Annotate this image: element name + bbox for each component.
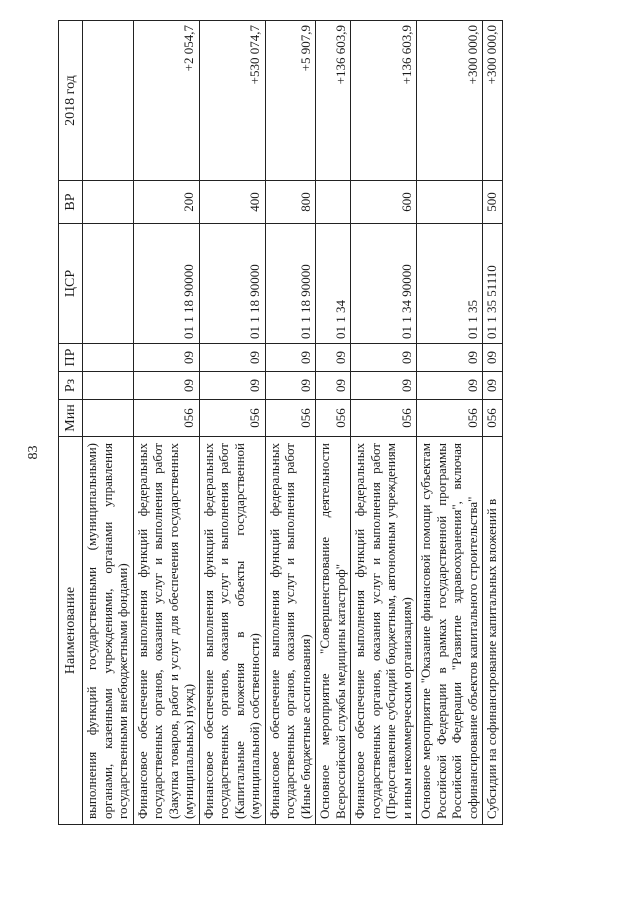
row-min: 056 (133, 400, 199, 437)
table-row (316, 21, 351, 825)
row-csr: 01 1 18 90000 (265, 224, 316, 344)
row-pr: 09 (417, 344, 483, 372)
row-rz: 09 (316, 372, 351, 400)
row-amount: +300 000,0 (417, 21, 483, 181)
column-header-name: Наименование (59, 437, 83, 825)
row-pr: 09 (316, 344, 351, 372)
column-header-vr: ВР (59, 181, 83, 224)
row-min: 056 (199, 400, 265, 437)
row-rz: 09 (417, 372, 483, 400)
row-name: Финансовое обеспечение выполнения функций федеральных государственных органов, оказания услуг и выполнения работ (Предоставление субсидий бюджетным, автономным учреждениям и иным некоммерческим организациям) (351, 437, 417, 825)
table-row (199, 21, 265, 825)
row-min (83, 400, 134, 437)
row-pr: 09 (199, 344, 265, 372)
row-min: 056 (417, 400, 483, 437)
page-number: 83 (26, 445, 41, 460)
row-name: Финансовое обеспечение выполнения функций федеральных государственных органов, оказания услуг и выполнения работ (Иные бюджетные ассигнования) (265, 437, 316, 825)
row-csr: 01 1 35 51110 (483, 224, 503, 344)
row-name: Финансовое обеспечение выполнения функций федеральных государственных органов, оказания услуг и выполнения работ (Капитальные вложения в объекты государственной (муниципальной) собственности) (199, 437, 265, 825)
table-row (351, 21, 417, 825)
row-rz: 09 (199, 372, 265, 400)
row-name: выполнения функций государственными (муниципальными) органами, казенными учреждениями, органами управления государственными внебюджетными фондами) (83, 437, 134, 825)
row-rz: 09 (133, 372, 199, 400)
row-vr: 500 (483, 181, 503, 224)
row-rz: 09 (483, 372, 503, 400)
row-amount: +2 054,7 (133, 21, 199, 181)
column-header-min: Мин (59, 400, 83, 437)
row-csr: 01 1 34 90000 (351, 224, 417, 344)
table-row (417, 21, 483, 825)
row-vr: 200 (133, 181, 199, 224)
row-amount: +136 603,9 (351, 21, 417, 181)
row-name: Субсидии на софинансирование капитальных вложений в (483, 437, 503, 825)
row-csr: 01 1 34 (316, 224, 351, 344)
row-pr: 09 (133, 344, 199, 372)
row-vr (316, 181, 351, 224)
column-header-2018: 2018 год (59, 21, 83, 181)
row-min: 056 (316, 400, 351, 437)
row-pr: 09 (265, 344, 316, 372)
row-amount: +300 000,0 (483, 21, 503, 181)
row-rz (83, 372, 134, 400)
row-amount: +530 074,7 (199, 21, 265, 181)
row-csr: 01 1 18 90000 (133, 224, 199, 344)
row-min: 056 (265, 400, 316, 437)
row-amount (83, 21, 134, 181)
table-row (83, 21, 134, 825)
row-vr (83, 181, 134, 224)
column-header-csr: ЦСР (59, 224, 83, 344)
row-min: 056 (351, 400, 417, 437)
table-row (483, 21, 503, 825)
row-rz: 09 (265, 372, 316, 400)
table-row (133, 21, 199, 825)
row-csr: 01 1 18 90000 (199, 224, 265, 344)
row-vr: 600 (351, 181, 417, 224)
row-amount: +5 907,9 (265, 21, 316, 181)
row-vr (417, 181, 483, 224)
column-header-pr: ПР (59, 344, 83, 372)
budget-table (58, 20, 503, 825)
row-min: 056 (483, 400, 503, 437)
row-rz: 09 (351, 372, 417, 400)
table-header-row (59, 21, 83, 825)
row-pr: 09 (351, 344, 417, 372)
row-name: Основное мероприятие "Оказание финансовой помощи субъектам Российской Федерации в рамках государственной программы Российской Федерации "Развитие здравоохранения", включая софинансирование объектов капитального строительства" (417, 437, 483, 825)
row-amount: +136 603,9 (316, 21, 351, 181)
row-vr: 800 (265, 181, 316, 224)
row-pr (83, 344, 134, 372)
table-row (265, 21, 316, 825)
column-header-rz: Рз (59, 372, 83, 400)
row-pr: 09 (483, 344, 503, 372)
row-name: Основное мероприятие "Совершенствование деятельности Всероссийской службы медицины катастроф" (316, 437, 351, 825)
row-csr (83, 224, 134, 344)
row-name: Финансовое обеспечение выполнения функций федеральных государственных органов, оказания услуг и выполнения работ (Закупка товаров, работ и услуг для обеспечения государственных (муниципальных) нужд) (133, 437, 199, 825)
row-csr: 01 1 35 (417, 224, 483, 344)
row-vr: 400 (199, 181, 265, 224)
